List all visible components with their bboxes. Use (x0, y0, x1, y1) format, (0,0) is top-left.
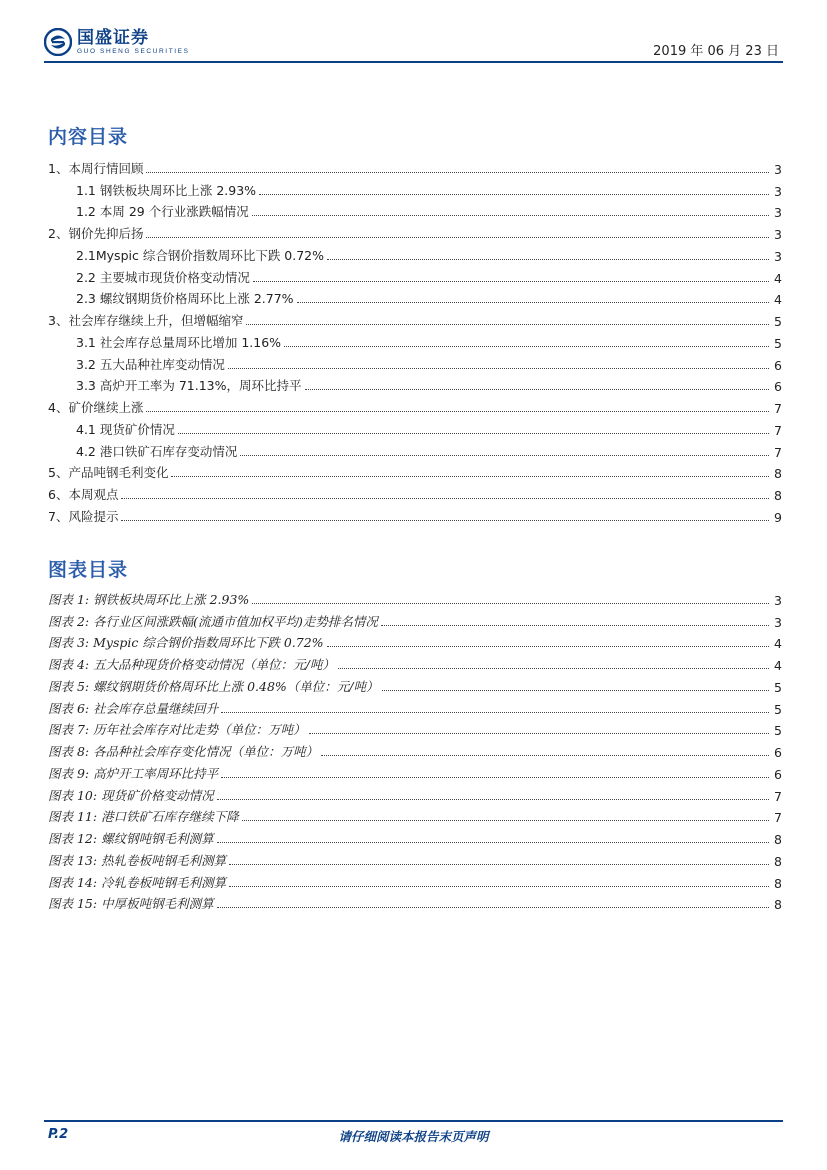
toc-entry[interactable] (48, 155, 782, 177)
dot-leader (217, 907, 769, 908)
page-header (44, 22, 783, 62)
guosheng-logo-icon (44, 28, 72, 56)
toc-entry-label: 2.2 主要城市现货价格变动情况 (76, 269, 250, 285)
toc-entry[interactable] (48, 220, 782, 242)
toc-entry-label: 1、本周行情回顾 (48, 160, 144, 176)
toc-entry-page: 8 (774, 897, 782, 913)
dot-leader (246, 324, 769, 325)
toc-entry-page: 5 (774, 723, 782, 739)
toc-entry-label: 图表 1: 钢铁板块周环比上涨 2.93% (48, 591, 250, 607)
toc-entry-page: 7 (774, 422, 782, 438)
dot-leader (121, 520, 769, 521)
toc-entry-label: 6、本周观点 (48, 487, 119, 502)
toc-entry-page: 8 (774, 466, 782, 482)
dot-leader (297, 302, 769, 303)
toc-entry-label: 2.1Myspic 综合钢价指数周环比下跌 0.72% (76, 247, 325, 263)
figure-toc-entry[interactable] (48, 673, 782, 695)
toc-entry[interactable] (48, 286, 782, 308)
dot-leader (121, 498, 769, 499)
toc-entry-label: 3.1 社会库存总量周环比增加 1.16% (76, 334, 282, 350)
dot-leader (146, 172, 769, 173)
toc-entry[interactable] (48, 177, 782, 199)
dot-leader (242, 820, 769, 821)
toc-entry-page: 4 (774, 270, 782, 286)
toc-entry-label: 图表 11: 港口铁矿石库存继续下降 (48, 809, 239, 825)
dot-leader (309, 733, 769, 734)
dot-leader (217, 842, 769, 843)
toc-entry[interactable] (48, 307, 782, 329)
toc-entry-page: 8 (774, 875, 782, 891)
toc-entry[interactable] (48, 460, 782, 482)
dot-leader (229, 864, 769, 865)
toc-entry-label: 3.3 高炉开工率为 71.13%，周环比持平 (76, 378, 302, 394)
toc-entry-page: 5 (774, 335, 782, 351)
toc-entry-page: 3 (774, 205, 782, 221)
toc-entry-page: 5 (774, 679, 782, 695)
toc-entry-page: 3 (774, 227, 782, 242)
toc-entry-label: 图表 15: 中厚板吨钢毛利测算 (48, 896, 214, 912)
dot-leader (284, 346, 769, 347)
figure-toc-entry[interactable] (48, 825, 782, 847)
dot-leader (221, 712, 769, 713)
figure-toc-entry[interactable] (48, 695, 782, 717)
dot-leader (259, 194, 769, 195)
toc-entry-page: 6 (774, 766, 782, 782)
dot-leader (240, 455, 769, 456)
toc-entry[interactable] (48, 394, 782, 416)
toc-entry-label: 2、钢价先抑后扬 (48, 226, 144, 241)
toc-entry-label: 1.2 本周 29 个行业涨跌幅情况 (76, 204, 249, 220)
toc-entry-label: 图表 10: 现货矿价格变动情况 (48, 787, 214, 803)
toc-entry-label: 3、社会库存继续上升，但增幅缩窄 (48, 313, 244, 328)
toc-entry-page: 7 (774, 401, 782, 416)
dot-leader (382, 690, 769, 691)
toc-entry-page: 3 (774, 161, 782, 177)
toc-entry-page: 4 (774, 292, 782, 308)
toc-entry-label: 图表 14: 冷轧卷板吨钢毛利测算 (48, 874, 227, 890)
toc-entry-page: 3 (774, 592, 782, 608)
toc-entry-label: 图表 6: 社会库存总量继续回升 (48, 700, 219, 716)
toc-entry-page: 9 (774, 509, 782, 525)
dot-leader (178, 433, 769, 434)
toc-entry[interactable] (48, 329, 782, 351)
toc-entry[interactable] (48, 438, 782, 460)
toc-entry-page: 3 (774, 614, 782, 630)
toc-entry-page: 8 (774, 488, 782, 503)
logo-english-text: GUO SHENG SECURITIES (77, 48, 190, 55)
toc-entry[interactable] (48, 503, 782, 525)
dot-leader (338, 668, 769, 669)
figure-toc-entry[interactable] (48, 651, 782, 673)
toc-entry-page: 5 (774, 701, 782, 717)
figure-toc-entry[interactable] (48, 717, 782, 739)
toc-entry-label: 4.1 现货矿价情况 (76, 421, 175, 437)
toc-entry-label: 图表 3: Myspic 综合钢价指数周环比下跌 0.72% (48, 635, 324, 651)
toc-entry-page: 6 (774, 745, 782, 760)
toc-entry-page: 6 (774, 379, 782, 395)
toc-entry-page: 4 (774, 658, 782, 673)
dot-leader (253, 281, 769, 282)
dot-leader (381, 625, 769, 626)
toc-entry-page: 8 (774, 832, 782, 847)
figure-toc-entry[interactable] (48, 608, 782, 630)
toc-entry-label: 图表 5: 螺纹钢期货价格周环比上涨 0.48%（单位：元/吨） (48, 678, 379, 694)
toc-entry-page: 8 (774, 853, 782, 869)
toc-entry-page: 4 (774, 636, 782, 652)
toc-title: 内容目录 (48, 126, 129, 148)
logo-chinese-text: 国盛证券 (77, 28, 149, 48)
figures-toc-title: 图表目录 (48, 559, 129, 581)
toc-entry-page: 6 (774, 357, 782, 373)
toc-entry-label: 5、产品吨钢毛利变化 (48, 465, 169, 481)
page-number: P.2 (48, 1127, 69, 1142)
dot-leader (171, 476, 769, 477)
toc-entry-page: 7 (774, 444, 782, 460)
toc-entry-page: 3 (774, 248, 782, 264)
toc-entry-label: 图表 4: 五大品种现货价格变动情况（单位：元/吨） (48, 657, 335, 672)
toc-entry-page: 5 (774, 314, 782, 329)
toc-entry-label: 图表 2: 各行业区间涨跌幅(流通市值加权平均)走势排名情况 (48, 613, 378, 629)
dot-leader (321, 755, 769, 756)
figure-toc-entry[interactable] (48, 760, 782, 782)
dot-leader (327, 259, 769, 260)
toc-list (48, 155, 782, 525)
header-divider (44, 61, 783, 63)
figure-toc-entry[interactable] (48, 738, 782, 760)
dot-leader (305, 389, 770, 390)
dot-leader (221, 777, 769, 778)
toc-entry-label: 7、风险提示 (48, 508, 119, 524)
toc-entry-label: 图表 8: 各品种社会库存变化情况（单位：万吨） (48, 744, 319, 759)
dot-leader (228, 368, 769, 369)
toc-entry-page: 7 (774, 788, 782, 804)
dot-leader (217, 799, 769, 800)
toc-entry-label: 图表 7: 历年社会库存对比走势（单位：万吨） (48, 722, 306, 738)
toc-entry-label: 3.2 五大品种社库变动情况 (76, 356, 225, 372)
toc-entry-label: 1.1 钢铁板块周环比上涨 2.93% (76, 182, 257, 198)
dot-leader (146, 411, 769, 412)
company-logo (44, 28, 190, 62)
dot-leader (229, 886, 769, 887)
figure-toc-entry[interactable] (48, 630, 782, 652)
dot-leader (252, 603, 769, 604)
figure-toc-entry[interactable] (48, 847, 782, 869)
toc-entry[interactable] (48, 416, 782, 438)
toc-entry-label: 2.3 螺纹钢期货价格周环比上涨 2.77% (76, 291, 294, 307)
report-date: 2019 年 06 月 23 日 (653, 44, 779, 59)
figure-toc-entry[interactable] (48, 586, 782, 608)
toc-entry-label: 4.2 港口铁矿石库存变动情况 (76, 443, 238, 459)
toc-entry-label: 图表 13: 热轧卷板吨钢毛利测算 (48, 852, 227, 868)
toc-entry-label: 图表 12: 螺纹钢吨钢毛利测算 (48, 831, 214, 846)
toc-entry[interactable] (48, 481, 782, 503)
disclaimer-note: 请仔细阅读本报告末页声明 (338, 1129, 489, 1144)
toc-entry[interactable] (48, 264, 782, 286)
figures-toc-list (48, 586, 782, 912)
toc-entry[interactable] (48, 373, 782, 395)
figure-toc-entry[interactable] (48, 782, 782, 804)
dot-leader (327, 646, 769, 647)
figure-toc-entry[interactable] (48, 869, 782, 891)
toc-entry-label: 图表 9: 高炉开工率周环比持平 (48, 765, 219, 781)
footer-divider (44, 1120, 783, 1122)
dot-leader (146, 237, 769, 238)
toc-entry-page: 3 (774, 183, 782, 199)
figure-toc-entry[interactable] (48, 891, 782, 913)
figure-toc-entry[interactable] (48, 804, 782, 826)
toc-entry[interactable] (48, 351, 782, 373)
toc-entry[interactable] (48, 199, 782, 221)
toc-entry-label: 4、矿价继续上涨 (48, 400, 144, 415)
dot-leader (252, 215, 769, 216)
toc-entry[interactable] (48, 242, 782, 264)
toc-entry-page: 7 (774, 810, 782, 826)
